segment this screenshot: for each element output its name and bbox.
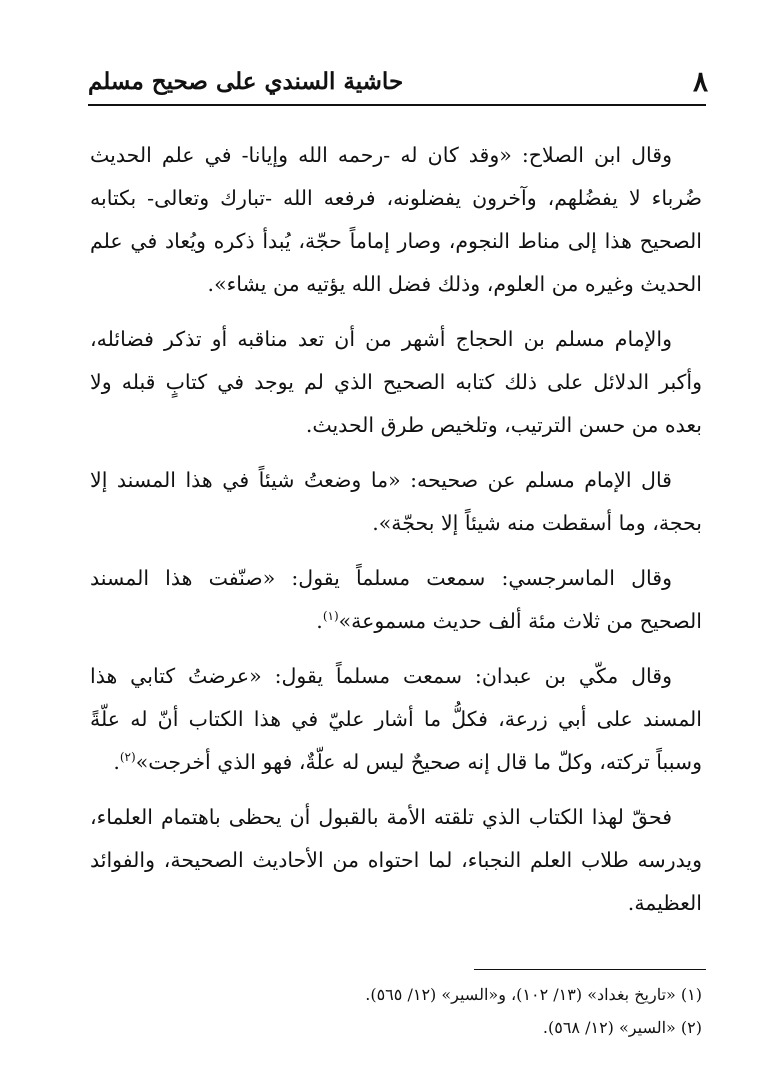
footnote-rule — [474, 969, 706, 970]
page-header — [88, 56, 708, 106]
paragraph: وقال مكّي بن عبدان: سمعت مسلماً يقول: «عرضتُ كتابي هذا المسند على أبي زرعة، فكلُّ ما أشار عليّ في هذا الكتاب أنّ له علّةً وسبباً تركته، وكلّ ما قال إنه صحيحٌ ليس له علّةٌ، فهو الذي أخرجت»$^{(٢)}$. — [90, 664, 702, 774]
paragraph: قال الإمام مسلم عن صحيحه: «ما وضعتُ شيئاً في هذا المسند إلا بحجة، وما أسقطت منه شيئاً إلا بحجّة». — [90, 468, 702, 535]
footnote-ref: (٢) — [119, 750, 136, 765]
footnote: (٢) «السير» (١٢/ ٥٦٨). — [542, 1018, 702, 1037]
paragraph: والإمام مسلم بن الحجاج أشهر من أن تعد مناقبه أو تذكر فضائله، وأكبر الدلائل على ذلك كتابه الصحيح الذي لم يوجد في كتابٍ قبله ولا بعده من حسن الترتيب، وتلخيص طرق الحديث. — [90, 327, 702, 437]
footnote-ref: (١) — [322, 609, 339, 624]
paragraph-text: وقال مكّي بن عبدان: سمعت مسلماً يقول: «عرضتُ كتابي هذا المسند على أبي زرعة، فكلُّ ما أشار عليّ في هذا الكتاب أنّ له علّةً وسبباً تركته، وكلّ ما قال إنه صحيحٌ ليس له علّةٌ، فهو الذي أخرجت» — [90, 664, 702, 774]
page-number: ٨ — [692, 64, 708, 98]
running-title: حاشية السندي على صحيح مسلم — [88, 67, 404, 95]
paragraph-text: وقال الماسرجسي: سمعت مسلماً يقول: «صنّفت هذا المسند الصحيح من ثلاث مئة ألف حديث مسموعة» — [90, 566, 702, 633]
paragraph: وقال ابن الصلاح: «وقد كان له -رحمه الله وإيانا- في علم الحديث ضُرباء لا يفضُلهم، وآخرون يفضلونه، فرفعه الله -تبارك وتعالى- بكتابه الصحيح هذا إلى مناط النجوم، وصار إماماً حجّة، يُبدأ ذكره ويُعاد في علم الحديث وغيره من العلوم، وذلك فضل الله يؤتيه من يشاء». — [90, 143, 702, 296]
paragraph: وقال الماسرجسي: سمعت مسلماً يقول: «صنّفت هذا المسند الصحيح من ثلاث مئة ألف حديث مسموعة»$^{(١)}$. — [90, 566, 702, 633]
paragraph: فحقّ لهذا الكتاب الذي تلقته الأمة بالقبول أن يحظى باهتمام العلماء، ويدرسه طلاب العلم النجباء، لما احتواه من الأحاديث الصحيحة، والفوائد العظيمة. — [90, 805, 702, 915]
footnotes — [90, 978, 702, 1044]
main-text — [90, 134, 702, 937]
header-rule — [88, 104, 706, 106]
footnote: (١) «تاريخ بغداد» (١٣/ ١٠٢)، و«السير» (١٢/ ٥٦٥). — [365, 985, 702, 1004]
